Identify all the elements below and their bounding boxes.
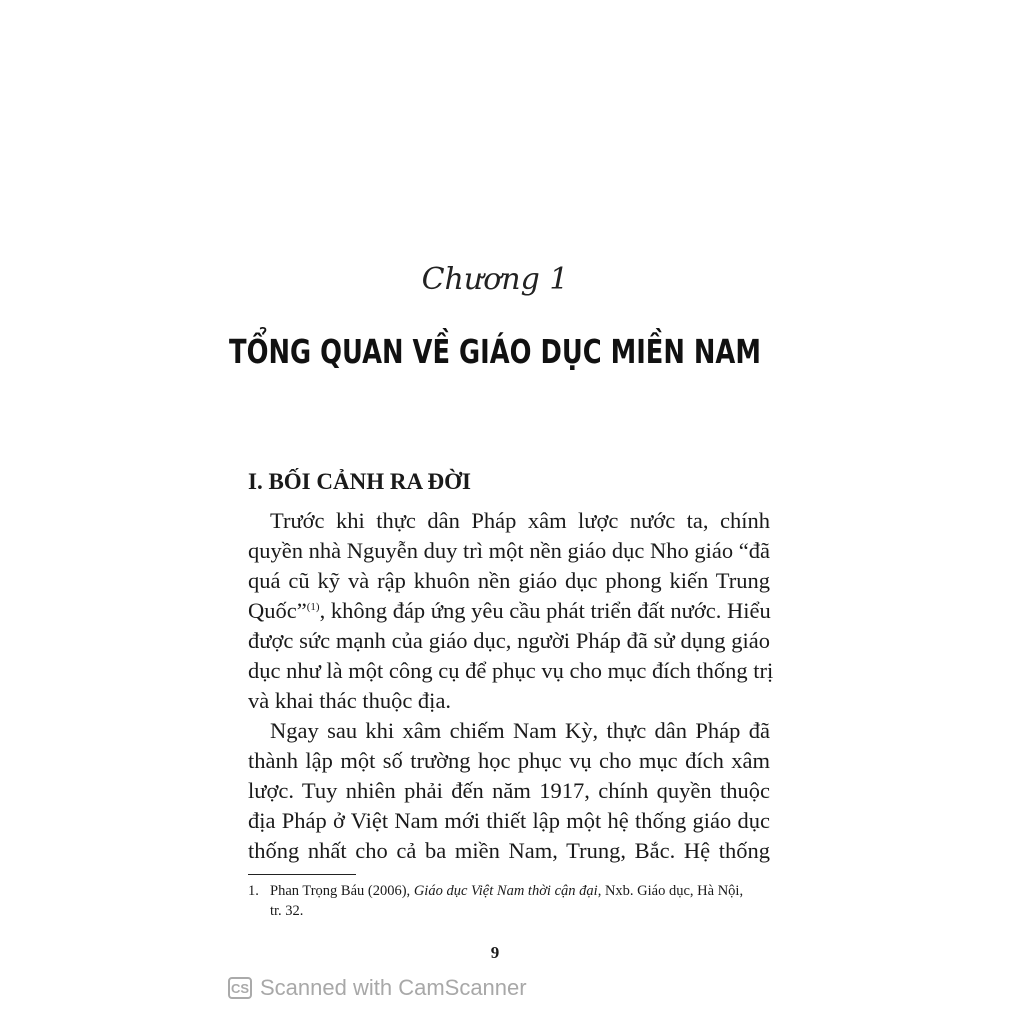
paragraph-line: Ngay sau khi xâm chiếm Nam Kỳ, thực dân Pháp đã bbox=[270, 718, 770, 743]
watermark-text: Scanned with CamScanner bbox=[260, 975, 527, 1000]
section-heading: I. BỐI CẢNH RA ĐỜI bbox=[248, 469, 472, 494]
page-number: 9 bbox=[490, 943, 500, 962]
paragraph-line: địa Pháp ở Việt Nam mới thiết lập một hệ thống giáo dục bbox=[248, 808, 770, 833]
footnote-book-title: Giáo dục Việt Nam thời cận đại bbox=[413, 883, 598, 899]
paragraph-line: được sức mạnh của giáo dục, người Pháp đã sử dụng giáo bbox=[248, 628, 770, 653]
footnote-page: tr. 32. bbox=[270, 903, 304, 919]
paragraph-line: thành lập một số trường học phục vụ cho mục đích xâm bbox=[248, 748, 770, 773]
footnote-divider bbox=[248, 874, 356, 875]
paragraph-line: lược. Tuy nhiên phải đến năm 1917, chính quyền thuộc bbox=[248, 778, 770, 803]
paragraph-line: và khai thác thuộc địa. bbox=[248, 688, 452, 713]
camscanner-logo-icon: CS bbox=[228, 977, 252, 999]
paragraph-line: Trước khi thực dân Pháp xâm lược nước ta, chính bbox=[270, 508, 770, 533]
chapter-title: TỔNG QUAN VỀ GIÁO DỤC MIỀN NAM bbox=[229, 332, 761, 371]
paragraph-line: thống nhất cho cả ba miền Nam, Trung, Bắc. Hệ thống bbox=[248, 838, 770, 863]
chapter-label: Chương 1 bbox=[421, 262, 569, 297]
footnote bbox=[248, 881, 743, 921]
paragraph-line bbox=[248, 596, 770, 625]
footnote-publisher: , Nxb. Giáo dục, Hà Nội, bbox=[597, 883, 744, 899]
text: Quốc” bbox=[248, 598, 307, 623]
footnote-author: Phan Trọng Báu (2006), bbox=[270, 883, 414, 899]
footnote-number: 1. bbox=[248, 883, 259, 899]
paragraph-line: quyền nhà Nguyễn duy trì một nền giáo dục Nho giáo “đã bbox=[248, 538, 770, 563]
camscanner-watermark bbox=[228, 975, 527, 1001]
paragraph-line: dục như là một công cụ để phục vụ cho mục đích thống trị bbox=[248, 658, 774, 683]
text: , không đáp ứng yêu cầu phát triển đất nước. Hiểu bbox=[319, 598, 771, 623]
paragraph-line: quá cũ kỹ và rập khuôn nền giáo dục phong kiến Trung bbox=[248, 568, 770, 593]
footnote-ref[interactable]: (1) bbox=[306, 601, 320, 613]
